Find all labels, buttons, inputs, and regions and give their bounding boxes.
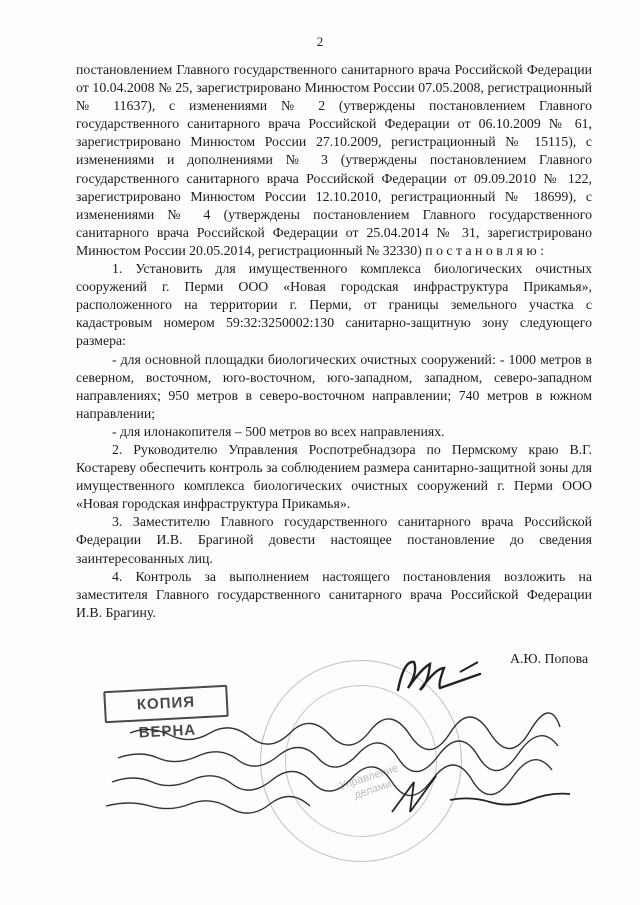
item-4: 4. Контроль за выполнением настоящего постановления возложить на заместителя Главного государственного санитарного врача Российской Федерации И.В. Брагину. [76,568,592,620]
item-1-sub-2: - для илонакопителя – 500 метров во всех направлениях. [112,423,445,439]
main-signature-tail [460,662,478,672]
page-number: 2 [316,34,324,49]
item-3: 3. Заместителю Главного государственного санитарного врача Российской Федерации И.В. Брагиной довести настоящее постановление до сведения заинтересованных лиц. [76,514,592,566]
item-2: 2. Руководителю Управления Роспотребнадзора по Пермскому краю В.Г. Костареву обеспечить контроль за соблюдением размера санитарно-защитной зоны для имущественного комплекса биологических очистных сооружений г. Перми ООО «Новая городская инфраструктура Прикамья». [76,441,592,512]
handwriting-line-4 [106,796,310,813]
copy-verified-stamp: КОПИЯ ВЕРНА [103,685,229,723]
signer-name: А.Ю. Попова [510,651,589,666]
item-1: 1. Установить для имущественного комплекса биологических очистных сооружений г. Перми ООО «Новая городская инфраструктура Прикамья», расположенного на территории г. Перми, от границы земельного участка с кадастровым номером 59:32:3250002:130 санитарно-защитную зону следующего размера: [76,261,592,349]
seal-text: Управление делами [337,762,400,802]
handwritten-signature [392,776,570,812]
main-signature [398,662,480,690]
preamble-paragraph: постановлением Главного государственного санитарного врача Российской Федерации от 10.04.2008 № 25, зарегистрировано Минюстом России 07.05.2008, регистрационный № 11637), с изменениями № 2 (утверждены постановлением Главного государственного санитарного врача Российской Федерации от 06.10.2009 № 61, зарегистрировано Минюстом России 27.10.2009, регистрационный № 15115), с изменениями и дополнениями № 3 (утверждены постановлением Главного государственного санитарного врача Российской Федерации от 09.09.2010 № 122, зарегистрировано Минюстом России 12.10.2010, регистрационный № 18699), с изменениями № 4 (утверждены постановлением Главного государственного санитарного врача Российской Федерации от 25.04.2014 № 31, зарегистрировано Минюстом России 20.05.2014, регистрационный № 32330) п о с т а н о в л я ю : [76,62,592,258]
handwriting-line-3 [112,760,552,796]
item-1-sub-1: - для основной площадки биологических очистных сооружений: - 1000 метров в северном, восточном, юго-восточном, юго-западном, западном, северо-западном направлениях; 950 метров в северо-восточном направлении; 740 метров в южном направлении; [76,351,592,421]
